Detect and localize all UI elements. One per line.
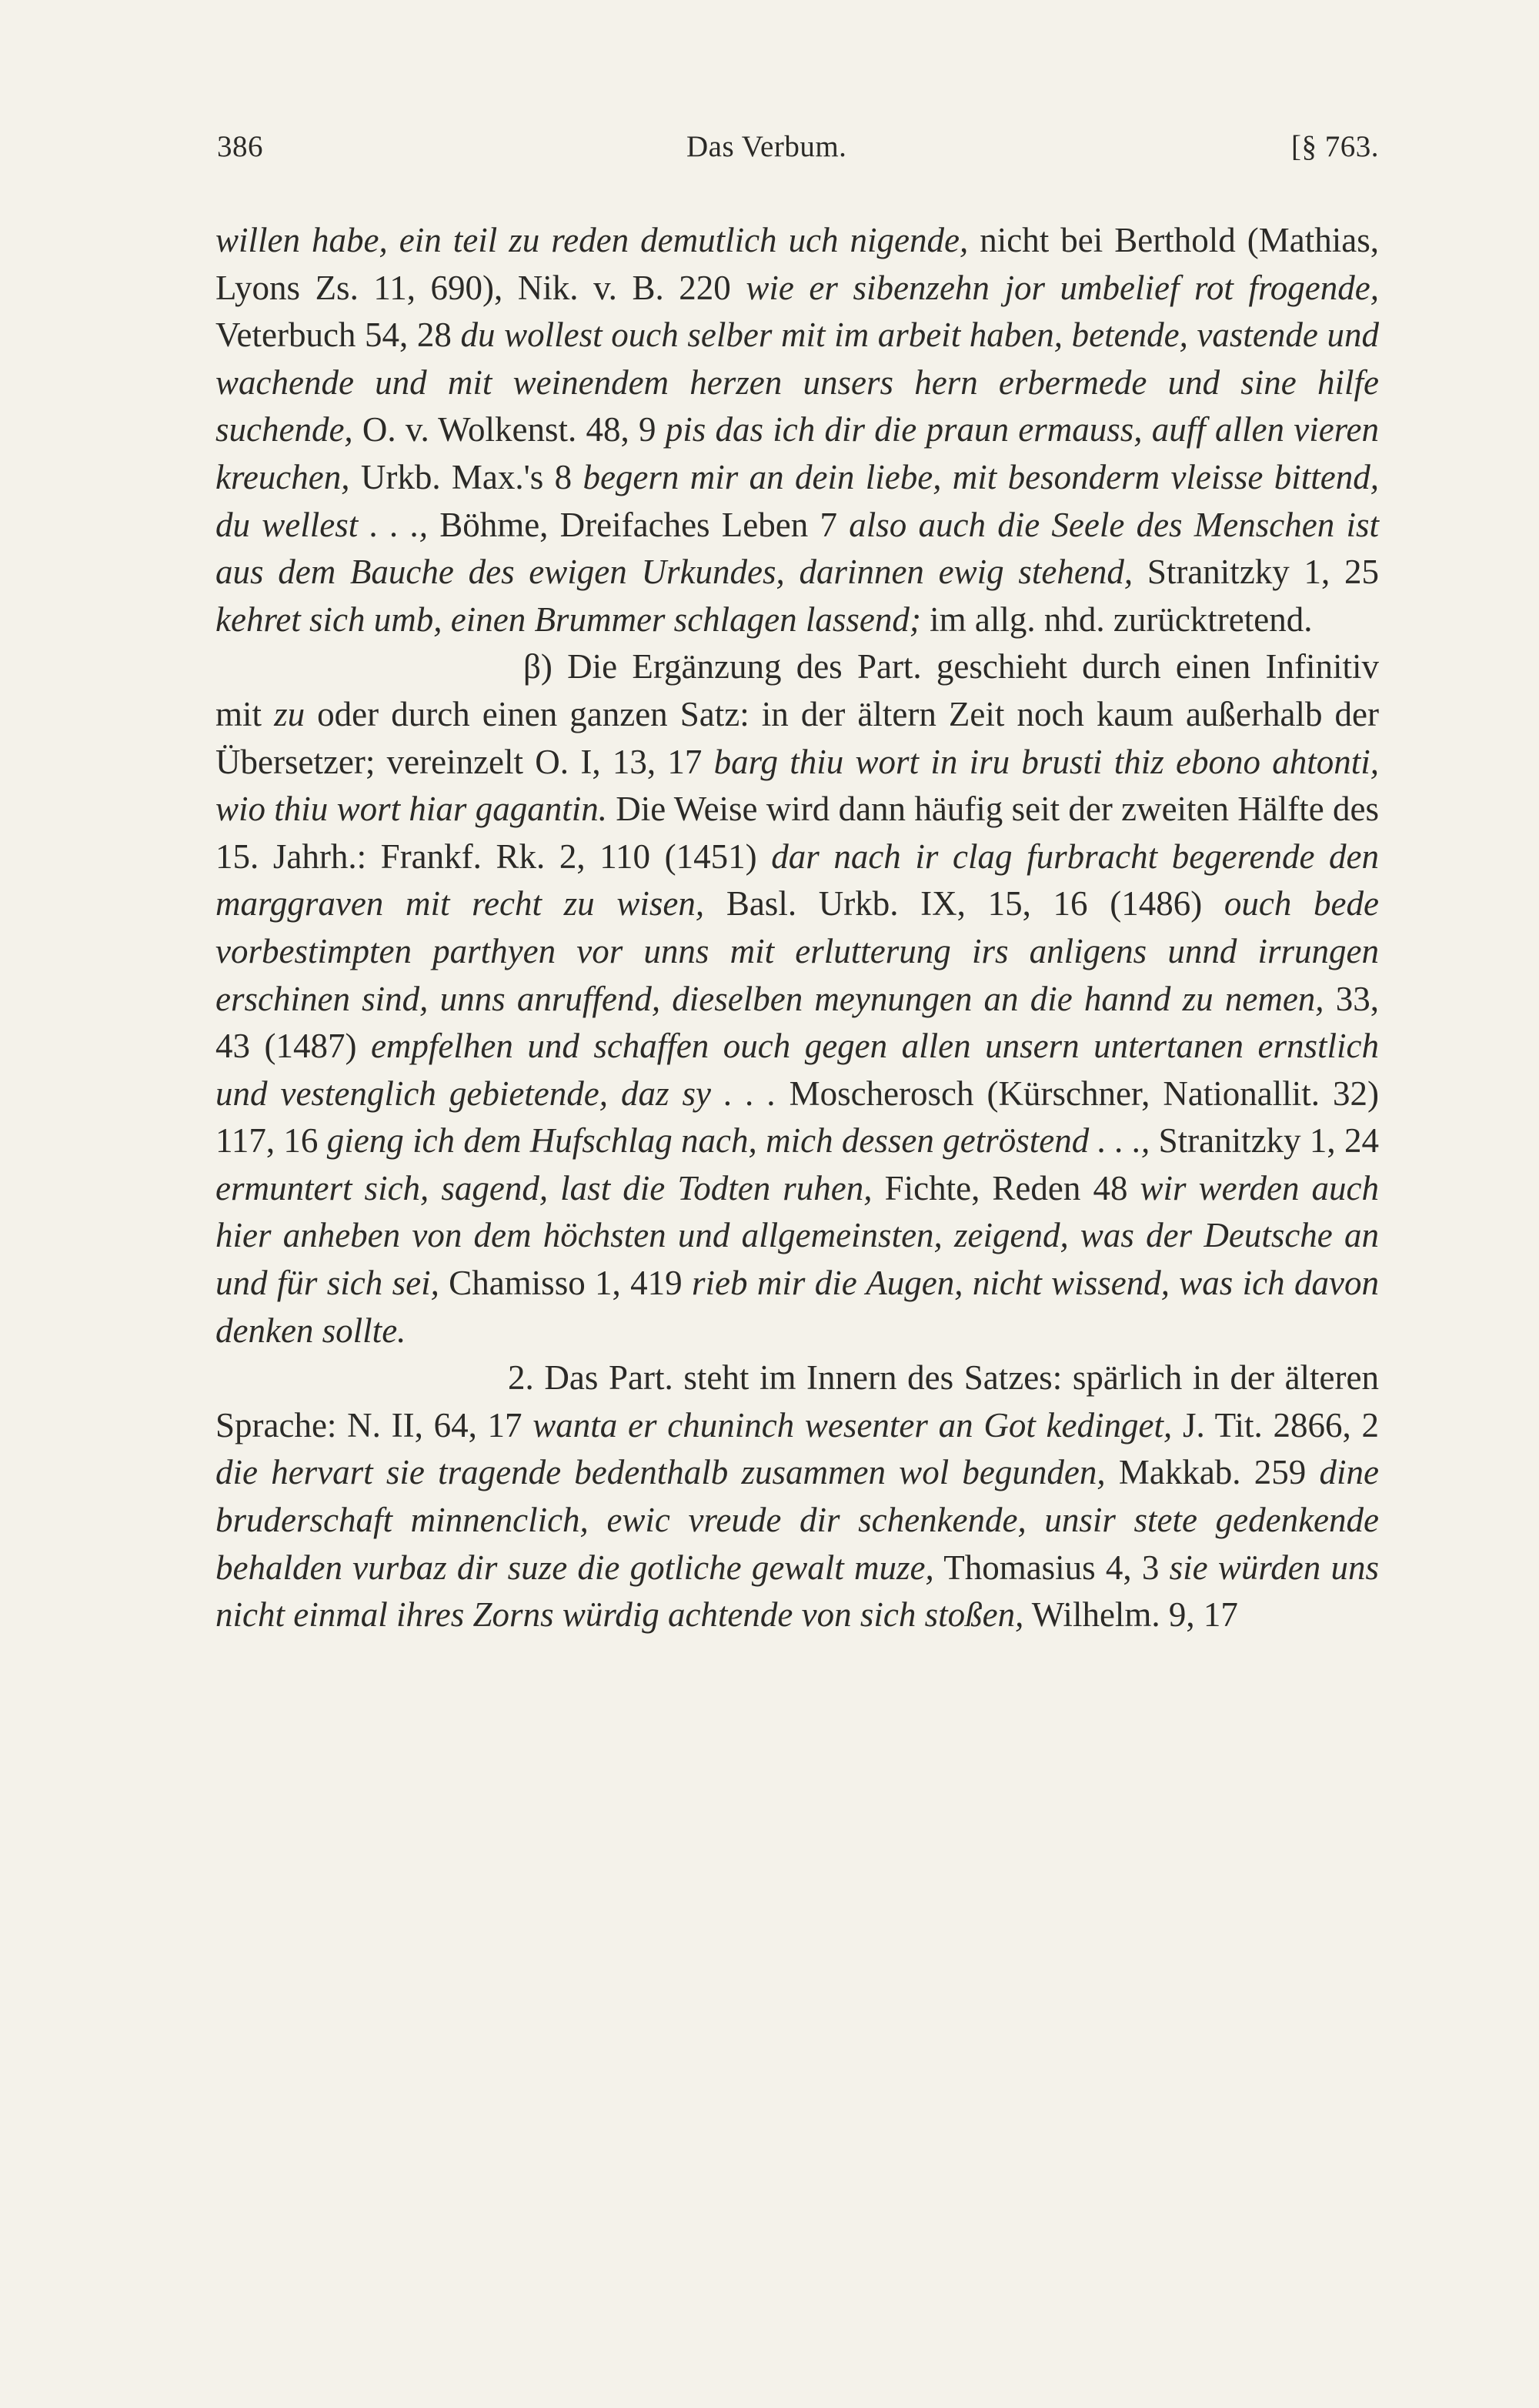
text-segment: im allg. nhd. zurücktretend. <box>920 599 1313 639</box>
quotation-segment: empfelhen und schaffen ouch gegen allen unsern untertanen ernstlich und vestenglich gebietende, daz sy . . . <box>215 1027 1379 1113</box>
quotation-segment: kehret sich umb, einen Brummer schlagen lassend; <box>215 599 921 639</box>
quotation-segment: begern mir an dein liebe, mit besonderm vleisse bittend, du wellest . . ., <box>215 457 1379 544</box>
text-segment: Chamisso 1, 419 <box>439 1264 693 1303</box>
text-segment: 33, 43 (1487) <box>215 979 1380 1066</box>
quotation-segment: sie würden uns nicht einmal ihres Zorns würdig achtende von sich stoßen, <box>215 1548 1379 1635</box>
quotation-segment: ouch bede vorbestimpten parthyen vor unns mit erlutterung irs anligens unnd irrungen erschinen sind, unns anruffend, dieselben meynungen an die hannd zu nemen, <box>215 884 1379 1018</box>
running-header <box>217 129 1379 175</box>
quotation-segment: die hervart sie tragende bedenthalb zusammen wol begunden, <box>215 1453 1106 1492</box>
quotation-segment: pis das ich dir die praun ermauss, auff allen vieren kreuchen, <box>215 410 1379 496</box>
text-segment: O. v. Wolkenst. 48, 9 <box>352 410 666 449</box>
text-segment: Stranitzky 1, 25 <box>1133 553 1379 592</box>
quotation-segment: zu <box>274 694 305 733</box>
text-segment: Böhme, Dreifaches Leben 7 <box>427 505 850 544</box>
text-segment: oder durch einen ganzen Satz: in der ältern Zeit noch kaum außerhalb der Übersetzer; vereinzelt O. I, 13, 17 <box>215 694 1379 781</box>
quotation-segment: du wollest ouch selber mit im arbeit haben, betende, vastende und wachende und mit weinendem herzen unsers hern erbermede und sine hilfe suchende, <box>215 316 1379 449</box>
text-segment: Thomasius 4, 3 <box>933 1548 1170 1587</box>
quotation-segment: gieng ich dem Hufschlag nach, mich dessen getröstend . . ., <box>326 1121 1150 1161</box>
quotation-segment: wie er sibenzehn jor umbelief rot frogende, <box>746 268 1379 307</box>
text-segment: Wilhelm. 9, 17 <box>1023 1595 1238 1635</box>
text-segment: Stranitzky 1, 24 <box>1150 1121 1379 1161</box>
section-reference: [§ 763. <box>1291 130 1379 163</box>
body-text <box>215 217 1379 1639</box>
text-segment: Veterbuch 54, 28 <box>215 316 461 355</box>
quotation-segment: dine bruderschaft minnenclich, ewic vreude dir schenkende, unsir stete gedenkende behalden vurbaz dir suze die gotliche gewalt muze, <box>215 1453 1379 1587</box>
text-segment: Fichte, Reden 48 <box>872 1168 1140 1207</box>
text-segment: Urkb. Max.'s 8 <box>349 457 583 496</box>
text-segment: nicht bei Berthold (Mathias, Lyons Zs. 11, 690), Nik. v. B. 220 <box>215 221 1379 307</box>
paragraph <box>215 643 1379 1354</box>
running-title: Das Verbum. <box>686 130 847 163</box>
quotation-segment: rieb mir die Augen, nicht wissend, was ich davon denken sollte. <box>215 1264 1379 1350</box>
quotation-segment: wir werden auch hier anheben von dem höchsten und allgemeinsten, zeigend, was der Deutsche an und für sich sei, <box>215 1168 1379 1303</box>
quotation-segment: wanta er chuninch wesenter an Got kedinget, <box>532 1405 1173 1444</box>
text-segment: Moscherosch (Kürschner, Nationallit. 32) 117, 16 <box>215 1074 1379 1161</box>
quotation-segment: ermuntert sich, sagend, last die Todten ruhen, <box>215 1168 873 1207</box>
text-segment: Basl. Urkb. IX, 15, 16 (1486) <box>704 884 1224 923</box>
text-segment: 2. Das Part. steht im Innern des Satzes: spärlich in der älteren Sprache: N. II, 64, 17 <box>215 1358 1379 1444</box>
paragraph <box>215 217 1379 643</box>
quotation-segment: barg thiu wort in iru brusti thiz ebono ahtonti, wio thiu wort hiar gagantin. <box>215 742 1379 829</box>
paragraph <box>215 1354 1379 1639</box>
page-number: 386 <box>217 130 263 163</box>
text-segment: Die Weise wird dann häufig seit der zweiten Hälfte des 15. Jahrh.: Frankf. Rk. 2, 110 (1451) <box>215 790 1380 876</box>
text-segment: J. Tit. 2866, 2 <box>1172 1405 1379 1444</box>
quotation-segment: dar nach ir clag furbracht begerende den marggraven mit recht zu wisen, <box>215 837 1380 923</box>
text-segment: β) Die Ergänzung des Part. geschieht durch einen Infinitiv mit <box>215 647 1379 733</box>
quotation-segment: willen habe, ein teil zu reden demutlich uch nigende, <box>215 221 969 259</box>
text-segment: Makkab. 259 <box>1105 1453 1320 1492</box>
quotation-segment: also auch die Seele des Menschen ist aus dem Bauche des ewigen Urkundes, darinnen ewig stehend, <box>215 505 1379 592</box>
